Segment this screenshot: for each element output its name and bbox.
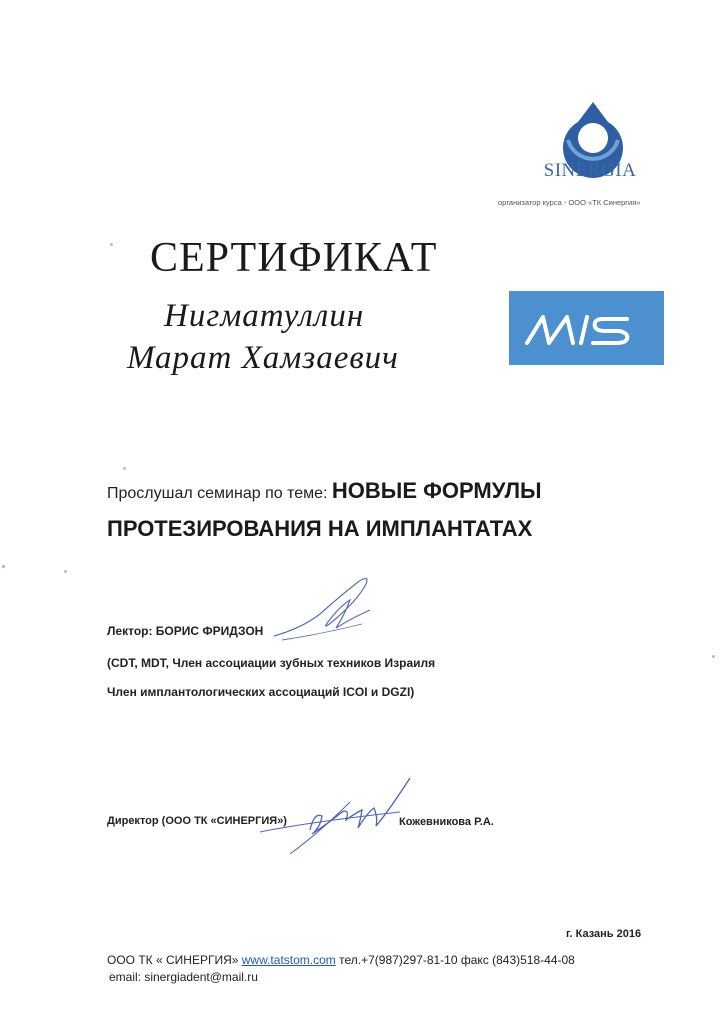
lecturer-credentials-line2: Член имплантологических ассоциаций ICOI и DGZI) (107, 685, 415, 699)
recipient-surname: Нигматуллин (164, 298, 365, 334)
scan-speck (712, 655, 715, 658)
scan-speck (123, 467, 126, 470)
seminar-line (107, 478, 542, 504)
footer-phones: тел.+7(987)297-81-10 факс (843)518-44-08 (335, 953, 575, 967)
certificate-title: СЕРТИФИКАТ (150, 235, 438, 281)
recipient-given-name: Марат Хамзаевич (127, 340, 399, 376)
director-label: Директор (ООО ТК «СИНЕРГИЯ») (107, 815, 287, 827)
director-name: Кожевникова Р.А. (399, 816, 494, 828)
footer-contacts (107, 953, 575, 967)
lecturer-name: Лектор: БОРИС ФРИДЗОН (107, 624, 264, 638)
lecturer-credentials-line1: (CDT, MDT, Член ассоциации зубных техников Израиля (107, 656, 436, 670)
scan-speck (110, 243, 113, 246)
organizer-line: организатор курса - ООО «ТК Синергия» (498, 198, 641, 207)
scan-speck (2, 565, 5, 568)
place-date: г. Казань 2016 (566, 928, 642, 940)
footer-company: ООО ТК « СИНЕРГИЯ» (107, 953, 242, 967)
seminar-topic-line1: НОВЫЕ ФОРМУЛЫ (331, 478, 542, 503)
footer-email: email: sinergiadent@mail.ru (109, 970, 258, 984)
lecturer-signature (262, 570, 382, 650)
scan-speck (64, 570, 67, 573)
seminar-prefix: Прослушал семинар по теме: (107, 485, 332, 502)
mis-logo (509, 291, 664, 365)
sinergia-wordmark: SINERGIA (543, 160, 637, 181)
seminar-topic-line2: ПРОТЕЗИРОВАНИЯ НА ИМПЛАНТАТАХ (107, 516, 533, 541)
mis-wordmark-icon (509, 291, 664, 365)
footer-website-link[interactable]: www.tatstom.com (241, 953, 336, 967)
